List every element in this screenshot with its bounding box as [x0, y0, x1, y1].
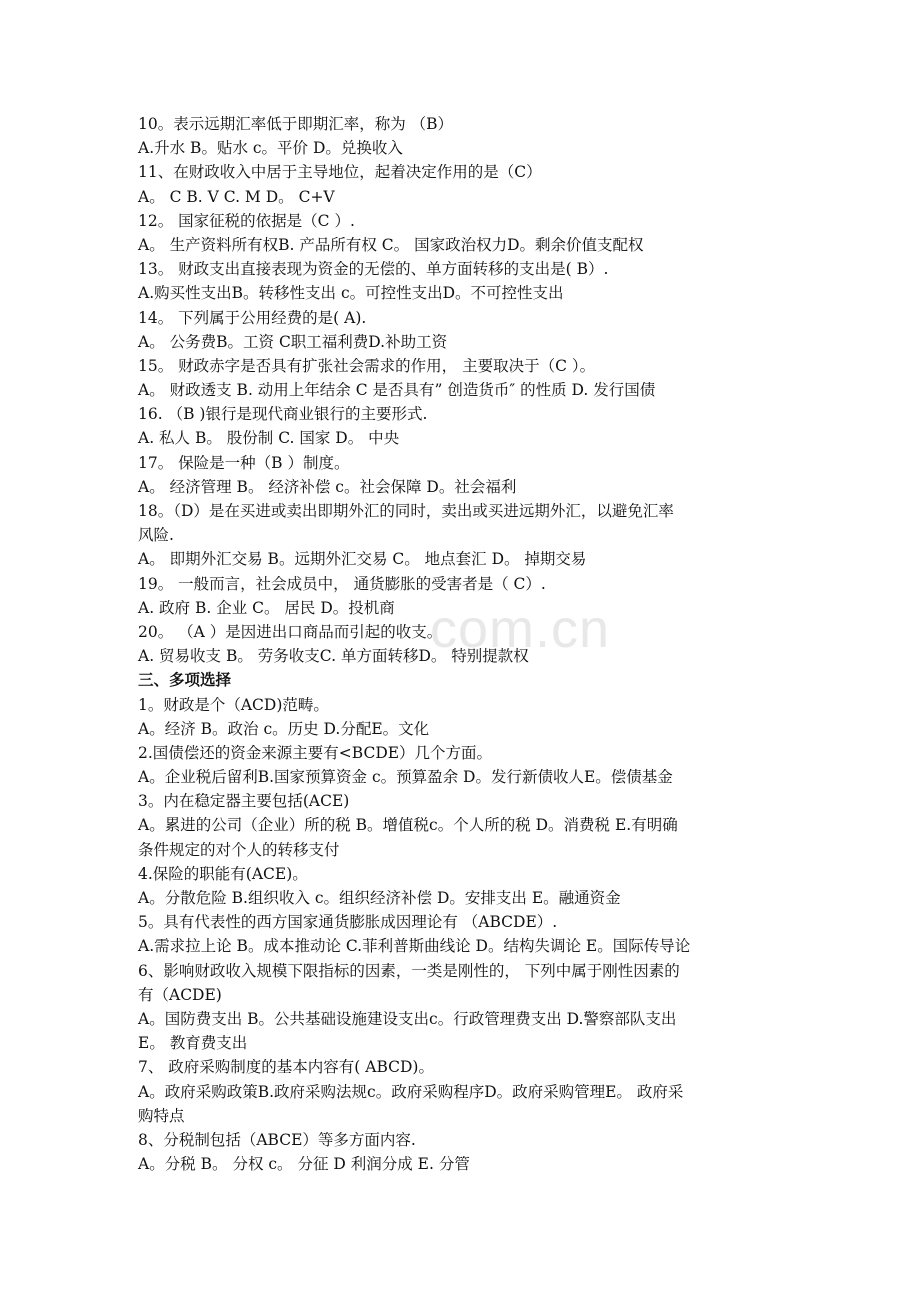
text-line: A。政府采购政策B.政府采购法规c。政府采购程序D。政府采购管理E。 政府采 — [138, 1082, 684, 1101]
text-line: 风险. — [138, 526, 174, 545]
text-line: 条件规定的对个人的转移支付 — [138, 840, 340, 859]
text-line: 13。 财政支出直接表现为资金的无偿的、单方面转移的支出是( B）. — [138, 260, 609, 279]
document-body — [138, 112, 798, 1176]
text-line: A。累进的公司（企业）所的税 B。增值税c。个人所的税 D。消费税 E.有明确 — [138, 816, 678, 835]
text-line: 12。 国家征税的依据是（C ）. — [138, 211, 355, 230]
text-line: A。分散危险 B.组织收入 c。组织经济补偿 D。安排支出 E。融通资金 — [138, 889, 621, 907]
text-line: A。 C B. V C. M D。 C+V — [138, 187, 335, 206]
text-line: A。 生产资料所有权B. 产品所有权 C。 国家政治权力D。剩余价值支配权 — [138, 235, 644, 254]
text-line: 16. （B )银行是现代商业银行的主要形式. — [138, 405, 428, 424]
text-line: 11、在财政收入中居于主导地位，起着决定作用的是（C） — [138, 163, 542, 182]
text-line: 1。财政是个（ACD)范畴。 — [138, 695, 329, 714]
text-line: A。 经济管理 B。 经济补偿 c。社会保障 D。社会福利 — [138, 477, 517, 496]
section-heading: 三、多项选择 — [138, 671, 232, 690]
text-line: A.升水 B。贴水 c。平价 D。兑换收入 — [138, 139, 403, 158]
text-line: 20。 （A ）是因进出口商品而引起的收支。 — [138, 622, 443, 641]
text-line: 8、分税制包括（ABCE）等多方面内容. — [138, 1130, 416, 1149]
text-line: 2.国债偿还的资金来源主要有<BCDE）几个方面。 — [138, 743, 493, 762]
text-line: E。 教育费支出 — [138, 1034, 248, 1053]
text-line: 5。具有代表性的西方国家通货膨胀成因理论有 （ABCDE）. — [138, 913, 558, 932]
text-line: 10。表示远期汇率低于即期汇率，称为 （B） — [138, 115, 454, 133]
text-line: A。 即期外汇交易 B。远期外汇交易 C。 地点套汇 D。 掉期交易 — [138, 550, 587, 569]
text-line: 18。（D）是在买进或卖出即期外汇的同时，卖出或买进远期外汇，以避免汇率 — [138, 502, 674, 520]
text-line: A. 贸易收支 B。 劳务收支C. 单方面转移D。 特别提款权 — [138, 647, 529, 666]
text-line: 7、 政府采购制度的基本内容有( ABCD)。 — [138, 1058, 434, 1077]
text-line: 17。 保险是一种（B ）制度。 — [138, 453, 350, 472]
text-line: 3。内在稳定器主要包括(ACE) — [138, 792, 350, 811]
text-line: A。经济 B。政治 c。历史 D.分配E。文化 — [138, 719, 430, 738]
watermark-text: com.cn — [430, 599, 611, 659]
text-line: A。 公务费B。工资 C职工福利费D.补助工资 — [138, 332, 448, 351]
text-line: 4.保险的职能有(ACE)。 — [138, 864, 308, 883]
text-line: A.需求拉上论 B。成本推动论 C.菲利普斯曲线论 D。结构失调论 E。国际传导论 — [138, 937, 691, 956]
text-line: A.购买性支出B。转移性支出 c。可控性支出D。不可控性支出 — [138, 284, 564, 303]
text-line: A. 私人 B。 股份制 C. 国家 D。 中央 — [138, 429, 400, 448]
text-line: 19。 一般而言，社会成员中， 通货膨胀的受害者是（ C）. — [138, 574, 546, 593]
text-line: 15。 财政赤字是否具有扩张社会需求的作用， 主要取决于（C ）。 — [138, 356, 596, 375]
text-line: A。国防费支出 B。公共基础设施建设支出c。行政管理费支出 D.警察部队支出 — [138, 1009, 677, 1028]
text-line: 有（ACDE) — [138, 985, 222, 1004]
text-line: A。 财政透支 B. 动用上年结余 C 是否具有” 创造货币″ 的性质 D. 发行国债 — [138, 381, 656, 400]
text-line: A。企业税后留利B.国家预算资金 c。预算盈余 D。发行新债收人E。偿债基金 — [138, 768, 673, 787]
text-line: A. 政府 B. 企业 C。 居民 D。投机商 — [138, 598, 395, 617]
text-line: A。分税 B。 分权 c。 分征 D 利润分成 E. 分管 — [138, 1155, 470, 1174]
text-line: 6、影响财政收入规模下限指标的因素，一类是刚性的， 下列中属于刚性因素的 — [138, 961, 680, 980]
text-line: 14。 下列属于公用经费的是( A). — [138, 308, 367, 327]
text-line: 购特点 — [138, 1106, 185, 1125]
